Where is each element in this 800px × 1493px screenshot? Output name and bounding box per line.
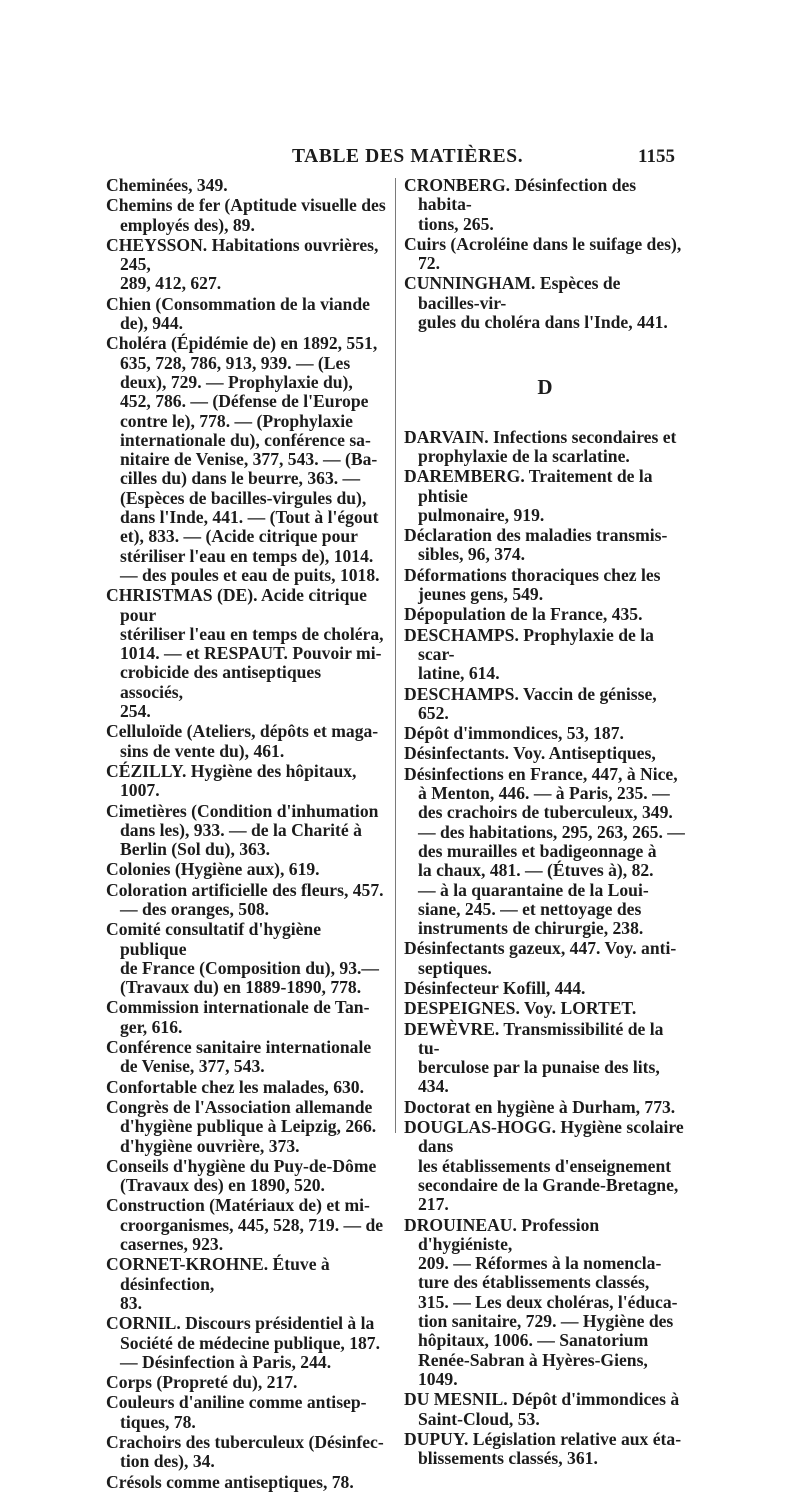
- index-entry: Cheminées, 349.: [106, 175, 228, 195]
- index-entry: DROUINEAU. Profession d'hygiéniste, 209. — Réformes à la nomencla- ture des établissements classés, 315. — Les deux choléras, l'éduca- tion sanitaire, 729. — Hygiène des hôpitaux, 1006. — Sanatorium Renée-Sabran à Hyères-Giens, 1049.: [404, 1214, 678, 1389]
- index-entry: Dépopulation de la France, 435.: [404, 604, 643, 625]
- index-entry: DU MESNIL. Dépôt d'immondices à Saint-Cloud, 53.: [404, 1389, 680, 1429]
- index-entry: CORNIL. Discours présidentiel à la Société de médecine publique, 187. — Désinfection à Paris, 244.: [106, 1313, 380, 1372]
- index-entry: Désinfectants gazeux, 447. Voy. anti- septiques.: [404, 938, 677, 978]
- page-header: [0, 146, 800, 172]
- index-entry: Désinfectants. Voy. Antiseptiques,: [404, 743, 656, 764]
- index-entry: DUPUY. Législation relative aux éta- blissements classés, 361.: [404, 1428, 682, 1469]
- index-entry: Désinfections en France, 447, à Nice, à Menton, 446. — à Paris, 235. — des crachoirs de tuberculeux, 349. — des habitations, 295, 263, 265. — des murailles et badigeonnage à la chaux, 481. — (Étuves à), 82. — à la quarantaine de la Loui- siane, 245. — et nettoyage des instruments de chirurgie, 238.: [404, 763, 685, 939]
- index-entry: CÉZILLY. Hygiène des hôpitaux, 1007.: [106, 760, 357, 801]
- index-entry: Celluloïde (Ateliers, dépôts et maga- sins de vente du), 461.: [106, 721, 379, 761]
- index-entry: Confortable chez les malades, 630.: [106, 1076, 365, 1097]
- index-entry: Crachoirs des tuberculeux (Désinfec- tion des), 34.: [106, 1432, 384, 1472]
- section-letter-heading: D: [537, 375, 553, 400]
- index-entry: CHEYSSON. Habitations ouvrières, 245, 289, 412, 627.: [106, 234, 379, 294]
- index-entry: CORNET-KROHNE. Étuve à désinfection, 83.: [106, 1254, 330, 1313]
- index-entry: Conseils d'hygiène du Puy-de-Dôme (Travaux des) en 1890, 520.: [106, 1155, 377, 1196]
- index-entry: Chien (Consommation de la viande de), 944.: [106, 293, 370, 334]
- index-entry: Cimetières (Condition d'inhumation dans les), 933. — de la Charité à Berlin (Sol du), 363.: [106, 800, 379, 860]
- index-entry: DARVAIN. Infections secondaires et prophylaxie de la scarlatine.: [404, 426, 677, 466]
- index-entry: CHRISTMAS (DE). Acide citrique pour stériliser l'eau en temps de choléra, 1014. — et RESPAUT. Pouvoir mi- crobicide des antiseptiques associés, 254.: [106, 585, 384, 722]
- index-entry: DESCHAMPS. Vaccin de génisse, 652.: [404, 683, 657, 723]
- index-entry: Conférence sanitaire internationale de Venise, 377, 543.: [106, 1037, 372, 1077]
- index-entry: Congrès de l'Association allemande d'hygiène publique à Leipzig, 266. d'hygiène ouvrière, 373.: [106, 1096, 377, 1156]
- index-entry: Corps (Propreté du), 217.: [106, 1372, 298, 1393]
- index-entry: Colonies (Hygiène aux), 619.: [106, 859, 320, 880]
- index-entry: Crésols comme antiseptiques, 78.: [106, 1471, 354, 1492]
- index-entry: DESPEIGNES. Voy. LORTET.: [404, 998, 637, 1019]
- right-column: [404, 176, 686, 1469]
- index-entry: DAREMBERG. Traitement de la phtisie pulmonaire, 919.: [404, 466, 653, 525]
- index-entry: Doctorat en hygiène à Durham, 773.: [404, 1096, 676, 1117]
- right-column-c-entries: [404, 176, 686, 332]
- index-entry: DEWÈVRE. Transmissibilité de la tu- berculose par la punaise des lits, 434.: [404, 1018, 664, 1097]
- index-entry: Couleurs d'aniline comme antisep- tiques, 78.: [106, 1392, 367, 1432]
- running-title: TABLE DES MATIÈRES.: [292, 146, 524, 167]
- column-divider: [395, 178, 396, 1133]
- index-entry: Coloration artificielle des fleurs, 457. — des oranges, 508.: [106, 879, 384, 919]
- index-entry: Commission internationale de Tan- ger, 616.: [106, 997, 370, 1037]
- index-entry: DOUGLAS-HOGG. Hygiène scolaire dans les établissements d'enseignement secondaire de la Grande-Bretagne, 217.: [404, 1117, 684, 1215]
- index-entry: Chemins de fer (Aptitude visuelle des employés des), 89.: [106, 195, 386, 235]
- index-entry: Choléra (Épidémie de) en 1892, 551, 635, 728, 786, 913, 939. — (Les deux), 729. — Prophylaxie du), 452, 786. — (Défense de l'Europe contre le), 778. — (Prophylaxie internationale du), conférence sa- nitaire de Venise, 377, 543. — (Ba- cilles du) dans le beurre, 363. — (Espèces de bacilles-virgules du), dans l'Inde, 441. — (Tout à l'égout et), 833. — (Acide citrique pour stériliser l'eau en temps de), 1014. — des poules et eau de puits, 1018.: [106, 333, 380, 585]
- index-entry: Déclaration des maladies transmis- sibles, 96, 374.: [404, 525, 668, 565]
- index-entry: Déformations thoraciques chez les jeunes gens, 549.: [404, 564, 661, 605]
- index-entry: DESCHAMPS. Prophylaxie de la scar- latine, 614.: [404, 624, 654, 684]
- index-entry: Construction (Matériaux de) et mi- croorganismes, 445, 528, 719. — de casernes, 923.: [106, 1195, 384, 1255]
- index-entry: Désinfecteur Kofill, 444.: [404, 977, 586, 998]
- index-entry: Dépôt d'immondices, 53, 187.: [404, 723, 624, 744]
- index-entry: Comité consultatif d'hygiène publique de France (Composition du), 93.— (Travaux du) en 1889-1890, 778.: [106, 919, 380, 998]
- right-column-d-entries: [404, 428, 686, 1469]
- left-column: [106, 176, 388, 1493]
- index-entry: Cuirs (Acroléine dans le suifage des), 72.: [404, 233, 682, 274]
- page-number: 1155: [638, 146, 675, 167]
- index-entry: CRONBERG. Désinfection des habita- tions, 265.: [404, 175, 637, 234]
- index-entry: CUNNINGHAM. Espèces de bacilles-vir- gules du choléra dans l'Inde, 441.: [404, 273, 668, 333]
